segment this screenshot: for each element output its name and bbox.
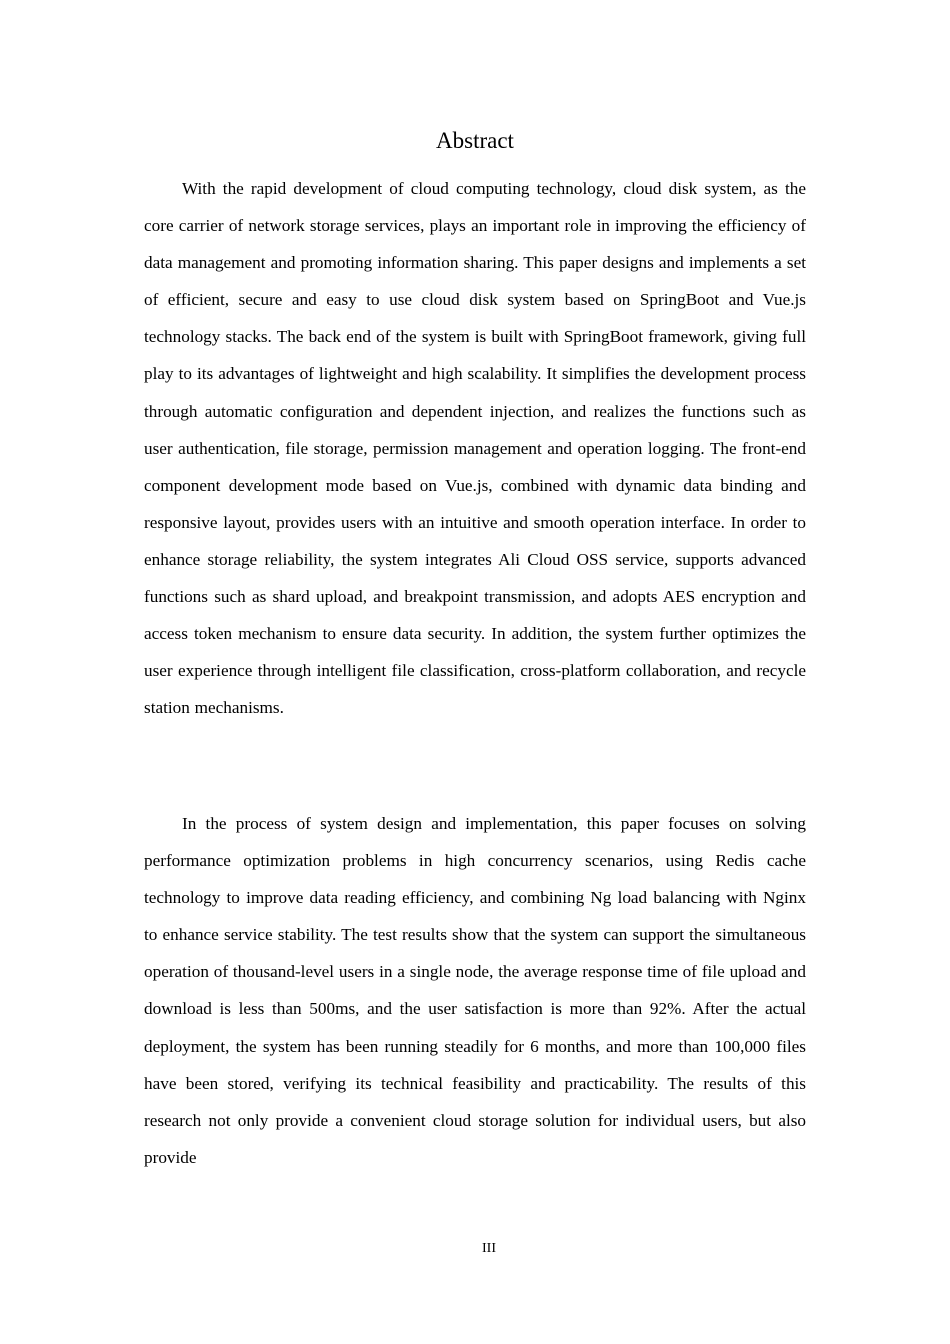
- abstract-paragraph-1: With the rapid development of cloud computing technology, cloud disk system, as the core carrier of network storage services, plays an important role in improving the efficiency of data management and promoting information sharing. This paper designs and implements a set of efficient, secure and easy to use cloud disk system based on SpringBoot and Vue.js technology stacks. The back end of the system is built with SpringBoot framework, giving full play to its advantages of lightweight and high scalability. It simplifies the development process through automatic configuration and dependent injection, and realizes the functions such as user authentication, file storage, permission management and operation logging. The front-end component development mode based on Vue.js, combined with dynamic data binding and responsive layout, provides users with an intuitive and smooth operation interface. In order to enhance storage reliability, the system integrates Ali Cloud OSS service, supports advanced functions such as shard upload, and breakpoint transmission, and adopts AES encryption and access token mechanism to ensure data security. In addition, the system further optimizes the user experience through intelligent file classification, cross-platform collaboration, and recycle station mechanisms.: [144, 179, 806, 718]
- page-number: III: [482, 1241, 496, 1256]
- page-title: Abstract: [436, 128, 514, 153]
- abstract-paragraph-2: In the process of system design and implementation, this paper focuses on solving performance optimization problems in high concurrency scenarios, using Redis cache technology to improve data reading efficiency, and combining Ng load balancing with Nginx to enhance service stability. The test results show that the system can support the simultaneous operation of thousand-level users in a single node, the average response time of file upload and download is less than 500ms, and the user satisfaction is more than 92%. After the actual deployment, the system has been running steadily for 6 months, and more than 100,000 files have been stored, verifying its technical feasibility and practicability. The results of this research not only provide a convenient cloud storage solution for individual users, but also provide: [144, 814, 806, 1167]
